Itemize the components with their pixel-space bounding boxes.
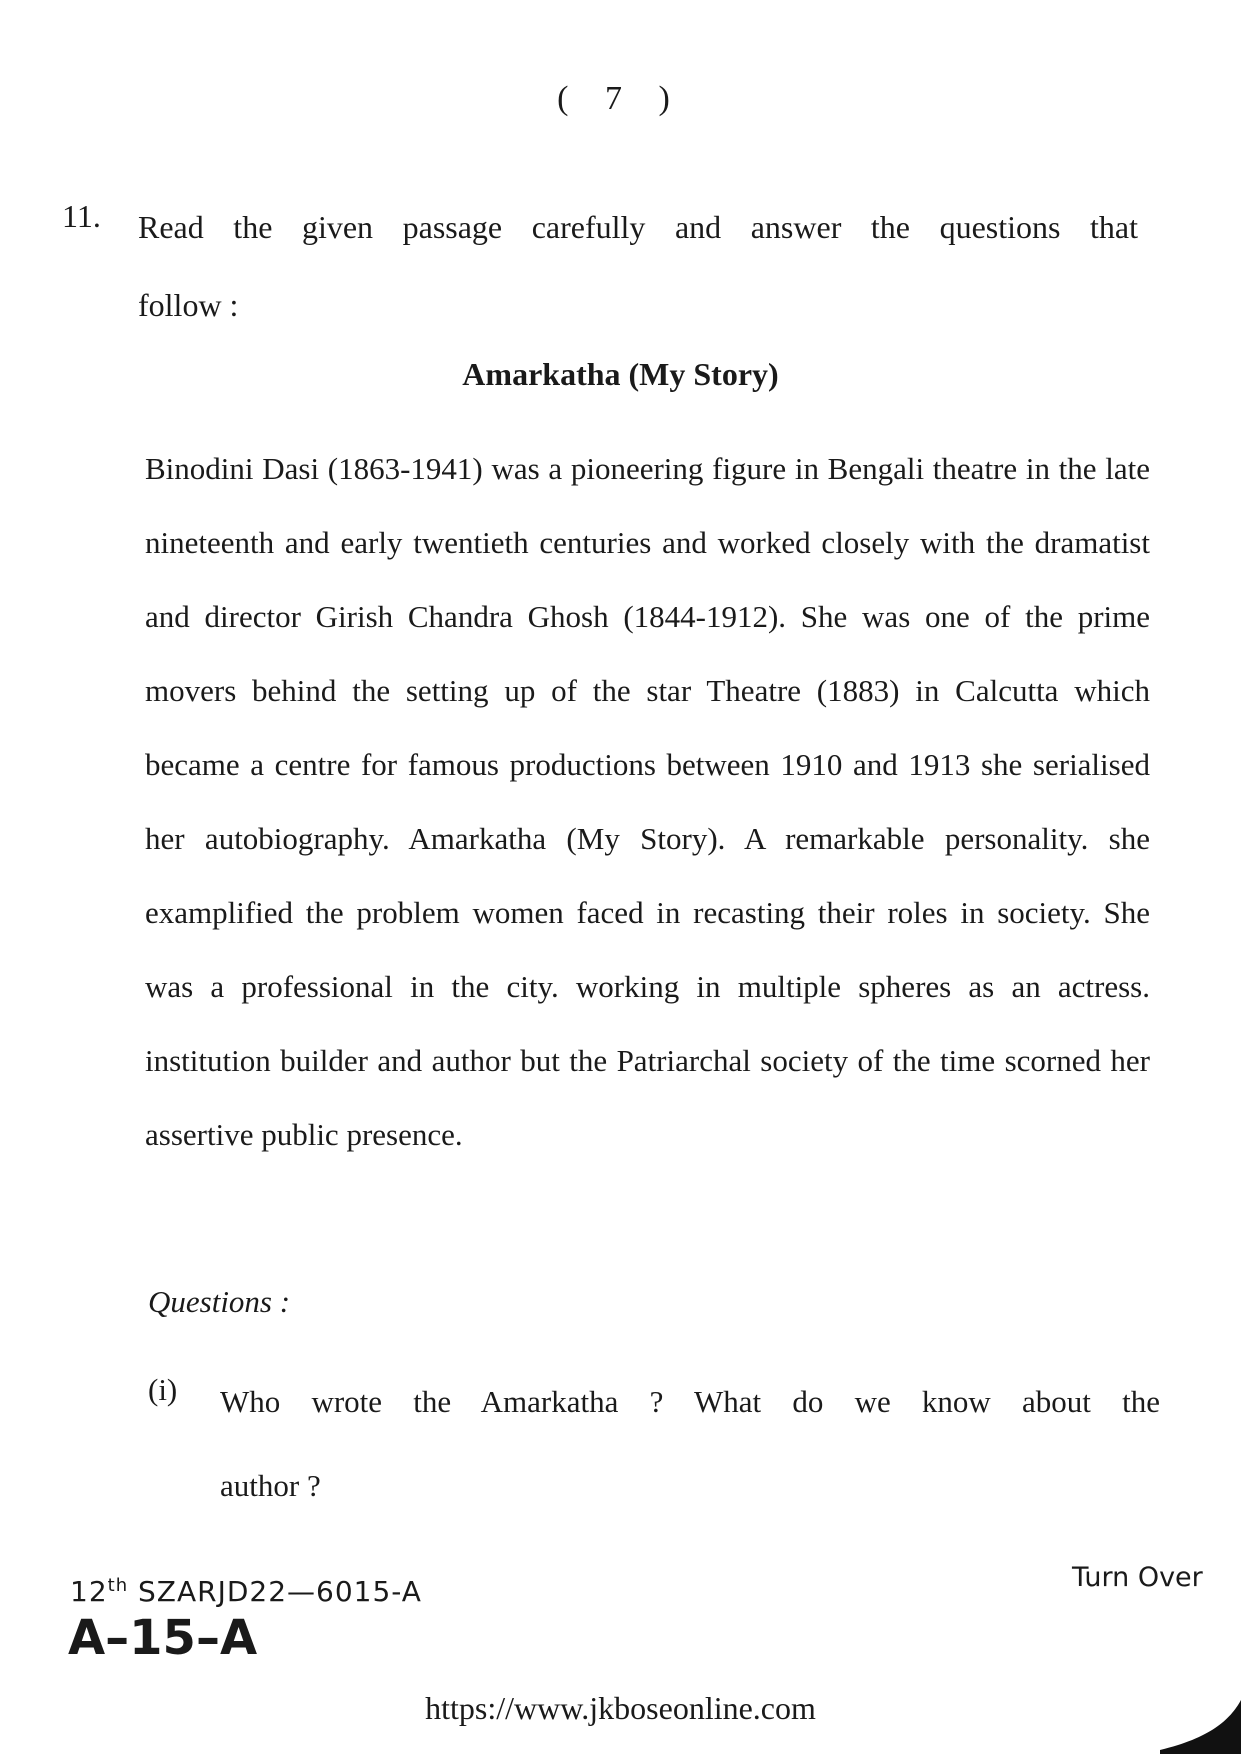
set-code: A–15–A [68,1610,258,1666]
class-number: 12 [70,1575,108,1608]
passage-body: Binodini Dasi (1863-1941) was a pioneering figure in Bengali theatre in the late nineteenth and early twentieth centuries and worked closely with the dramatist and director Girish Chandra Ghosh (1844-1912). She was one of the prime movers behind the setting up of the star Theatre (1883) in Calcutta which became a centre for famous productions between 1910 and 1913 she serialised her autobiography. Amarkatha (My Story). A remarkable personality. she examplified the problem women faced in recasting their roles in society. She was a professional in the city. working in multiple spheres as an actress. institution builder and author but the Patriarchal society of the time scorned her assertive public presence. [145,451,1150,1152]
sub-question-line-1: Who wrote the Amarkatha ? What do we know about the [220,1384,1160,1419]
instruction-line-1: Read the given passage carefully and answer the questions that [138,209,1138,245]
class-suffix: th [107,1575,129,1596]
page-number: ( 7 ) [557,80,684,117]
paper-code [70,1575,422,1608]
paper-code-text: SZARJD22—6015-A [128,1575,422,1608]
sub-question-line-2: author ? [220,1468,321,1503]
sub-question-text [220,1360,1160,1528]
questions-label: Questions : [148,1284,291,1319]
scan-corner-mark [1160,1680,1241,1754]
turn-over-label: Turn Over [1072,1562,1203,1593]
question-instruction [138,188,1138,344]
website-url: https://www.jkboseonline.com [425,1690,816,1726]
instruction-line-2: follow : [138,287,239,323]
sub-question-number: (i) [148,1372,178,1407]
question-number: 11. [62,198,101,234]
passage-title: Amarkatha (My Story) [462,356,779,392]
